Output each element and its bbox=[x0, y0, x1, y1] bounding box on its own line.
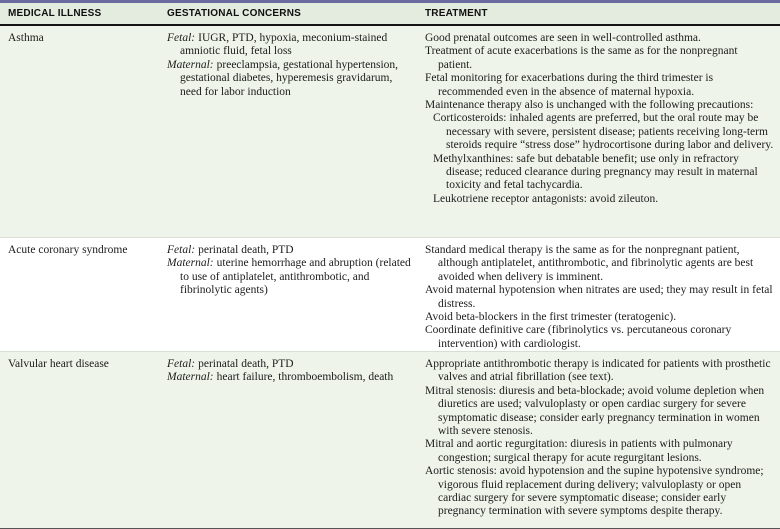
paragraph-text: uterine hemorrhage and abruption (related to use of antiplatelet, antithrombotic, and fibrinolytic agents) bbox=[180, 257, 411, 297]
cell-paragraph bbox=[425, 358, 774, 385]
cell-paragraph bbox=[167, 244, 415, 257]
table-row-acute-coronary-syndrome bbox=[0, 238, 780, 352]
concerns-cell bbox=[167, 26, 425, 237]
paragraph-text: Avoid beta-blockers in the first trimester (teratogenic). bbox=[425, 311, 677, 324]
treatment-cell bbox=[425, 352, 780, 528]
paragraph-text: heart failure, thromboembolism, death bbox=[216, 371, 394, 384]
cell-paragraph bbox=[167, 371, 415, 384]
column-header-medical-illness: MEDICAL ILLNESS bbox=[8, 8, 102, 19]
illness-cell bbox=[0, 238, 167, 351]
table-header-row bbox=[0, 3, 780, 26]
table-row-asthma bbox=[0, 26, 780, 238]
paragraph-text: perinatal death, PTD bbox=[198, 358, 294, 370]
concerns-cell bbox=[167, 352, 425, 528]
cell-paragraph bbox=[425, 45, 774, 72]
cell-paragraph bbox=[425, 311, 774, 324]
paragraph-text: Corticosteroids: inhaled agents are preferred, but the oral route may be necessary with severe, persistent disease; patients receiving long-term steroids require “stress dose” hydrocortisone during labor and delivery. bbox=[433, 112, 774, 152]
cell-paragraph bbox=[167, 358, 415, 371]
paragraph-text: IUGR, PTD, hypoxia, meconium-stained amniotic fluid, fetal loss bbox=[180, 32, 388, 58]
cell-paragraph bbox=[425, 324, 774, 351]
cell-paragraph bbox=[167, 257, 415, 297]
cell-paragraph bbox=[167, 59, 415, 99]
cell-paragraph bbox=[425, 244, 774, 284]
paragraph-text: Avoid maternal hypotension when nitrates are used; they may result in fetal distress. bbox=[425, 284, 773, 310]
paragraph-text: Mitral and aortic regurgitation: diuresis in patients with pulmonary congestion; surgical therapy for acute regurgitant lesions. bbox=[425, 438, 733, 464]
paragraph-label: Maternal: bbox=[167, 257, 214, 270]
table-row-valvular-heart-disease bbox=[0, 352, 780, 529]
cell-paragraph bbox=[167, 32, 415, 59]
paragraph-text: Treatment of acute exacerbations is the same as for the nonpregnant patient. bbox=[425, 45, 738, 71]
paragraph-text: Maintenance therapy also is unchanged with the following precautions: bbox=[425, 99, 754, 112]
paragraph-label: Maternal: bbox=[167, 371, 214, 384]
cell-paragraph bbox=[425, 438, 774, 465]
paragraph-text: Standard medical therapy is the same as for the nonpregnant patient, although antiplatelet, antithrombotic, and fibrinolytic agents are best avoided when delivery is imminent. bbox=[425, 244, 754, 283]
cell-paragraph bbox=[425, 112, 774, 152]
cell-paragraph bbox=[425, 153, 774, 193]
treatment-cell bbox=[425, 238, 780, 351]
column-header-gestational-concerns: GESTATIONAL CONCERNS bbox=[167, 8, 302, 19]
treatment-cell bbox=[425, 26, 780, 237]
concerns-cell bbox=[167, 238, 425, 351]
illness-name: Valvular heart disease bbox=[8, 358, 109, 370]
paragraph-text: preeclampsia, gestational hypertension, gestational diabetes, hyperemesis gravidarum, need for labor induction bbox=[180, 58, 399, 98]
cell-paragraph bbox=[425, 72, 774, 99]
paragraph-label: Fetal: bbox=[167, 244, 196, 256]
cell-paragraph bbox=[425, 32, 774, 45]
paragraph-text: Methylxanthines: safe but debatable benefit; use only in refractory disease; reduced clearance during pregnancy may result in maternal toxicity and fetal tachycardia. bbox=[433, 152, 758, 192]
cell-paragraph bbox=[425, 284, 774, 311]
cell-paragraph bbox=[425, 193, 774, 206]
illness-name: Asthma bbox=[8, 32, 44, 44]
paragraph-label: Maternal: bbox=[167, 58, 214, 71]
paragraph-label: Fetal: bbox=[167, 32, 196, 44]
paragraph-text: perinatal death, PTD bbox=[198, 244, 294, 256]
cell-paragraph bbox=[425, 385, 774, 439]
paragraph-text: Mitral stenosis: diuresis and beta-blockade; avoid volume depletion when diuretics are used; valvuloplasty or open cardiac surgery for severe symptomatic disease; consider early pregnancy termination in women with severe stenosis. bbox=[425, 384, 765, 438]
illness-cell bbox=[0, 26, 167, 237]
illness-name: Acute coronary syndrome bbox=[8, 244, 128, 256]
paragraph-text: Fetal monitoring for exacerbations during the third trimester is recommended even in the absence of maternal hypoxia. bbox=[425, 72, 714, 98]
paragraph-text: Aortic stenosis: avoid hypotension and the supine hypotensive syndrome; vigorous fluid replacement during delivery; valvuloplasty or open cardiac surgery for severe symptomatic disease; consider early pregnancy termination with severe symptoms despite therapy. bbox=[425, 465, 764, 518]
paragraph-label: Fetal: bbox=[167, 358, 196, 370]
illness-cell bbox=[0, 352, 167, 528]
column-header-treatment: TREATMENT bbox=[425, 8, 488, 19]
paragraph-text: Good prenatal outcomes are seen in well-controlled asthma. bbox=[425, 32, 701, 44]
paragraph-text: Appropriate antithrombotic therapy is indicated for patients with prosthetic valves and atrial fibrillation (see text). bbox=[425, 358, 771, 384]
paragraph-text: Coordinate definitive care (fibrinolytics vs. percutaneous coronary intervention) with cardiologist. bbox=[425, 324, 732, 350]
paragraph-text: Leukotriene receptor antagonists: avoid zileuton. bbox=[433, 192, 659, 205]
cell-paragraph bbox=[425, 465, 774, 519]
cell-paragraph bbox=[425, 99, 774, 112]
